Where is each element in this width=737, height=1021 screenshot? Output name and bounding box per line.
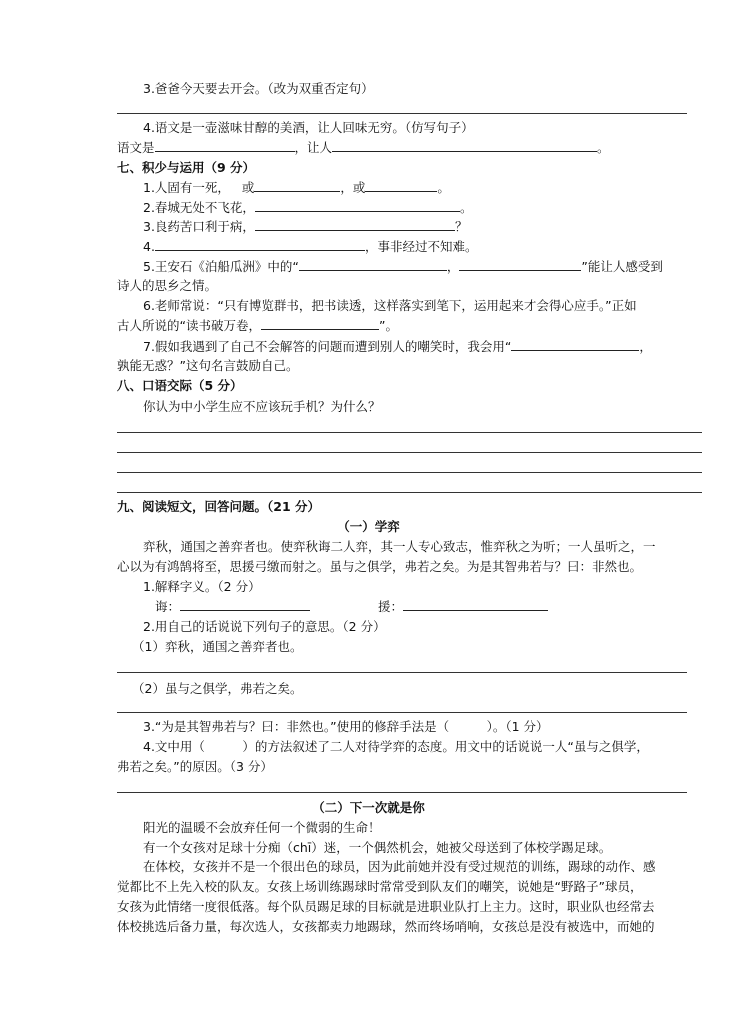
sec7-i6-blank[interactable]	[261, 317, 379, 330]
sec9-q1: 1.解释字义。（2 分）	[143, 579, 261, 594]
sec9-q2: 2.用自己的话说说下列句子的意思。（2 分）	[143, 619, 386, 634]
sec7-i7-b: ，	[639, 339, 652, 354]
sec7-i3-d: ？	[454, 219, 468, 234]
q4-fill-a: 语文是	[117, 140, 155, 155]
sec7-item-6: 6.老师常说：“只有博览群书，把书读透，这样落实到笔下，运用起来才会得心应手。”正如	[143, 298, 637, 313]
q4-blank-2[interactable]	[332, 139, 597, 152]
sec9-q1-blank-1[interactable]	[180, 598, 310, 611]
sec8-question: 你认为中小学生应不应该玩手机？为什么？	[143, 399, 381, 414]
sec7-i4-blank[interactable]	[155, 238, 365, 251]
sec7-i5-b: ，	[446, 259, 460, 274]
sec7-i6-c: ”。	[378, 318, 398, 333]
sec7-i2-a: 2.春城无处不飞花，	[143, 200, 255, 215]
q3-text: 3.爸爸今天要去开会。（改为双重否定句）	[143, 81, 374, 96]
sec9-q3: 3.“为是其智弗若与？曰：非然也。”使用的修辞手法是（ ）。（1 分）	[143, 719, 549, 734]
sec9-q2-1: （1）弈秋，通国之善弈者也。	[132, 639, 303, 654]
sec9-q2-1-answer-line[interactable]	[117, 672, 687, 673]
sec7-item-4	[143, 238, 477, 256]
passage2-line-6: 体校挑选后备力量，每次选人，女孩都卖力地踢球，然而终场哨响，女孩总是没有被选中，而她的	[117, 919, 655, 934]
sec7-title: 七、积少与运用（9 分）	[117, 160, 256, 175]
sec9-q4-line-2: 弗若之矣。”的原因。（3 分）	[117, 759, 273, 774]
sec7-item-5-cont: 诗人的思乡之情。	[117, 278, 218, 293]
sec7-i5-c: ”能让人感受到	[581, 259, 663, 274]
sec9-q1-b-label: 援：	[378, 599, 404, 614]
sec9-q1-blank-2[interactable]	[403, 598, 548, 611]
sec7-i1-c: ，或	[340, 180, 366, 195]
sec7-item-3	[143, 218, 467, 236]
sec9-q2-2: （2）虽与之俱学，弗若之矣。	[132, 681, 303, 696]
sec7-item-6-cont	[117, 317, 398, 335]
q3-answer-line[interactable]	[117, 113, 687, 114]
sec7-i7-blank[interactable]	[511, 338, 639, 351]
sec8-answer-line-2[interactable]	[117, 452, 702, 453]
passage2-line-4: 觉都比不上先入校的队友。女孩上场训练踢球时常常受到队友们的嘲笑，说她是“野路子”球员，	[117, 879, 643, 894]
passage2-line-2: 有一个女孩对足球十分痴（chī）迷，一个偶然机会，她被父母送到了体校学踢足球。	[143, 840, 612, 855]
sec9-q4-line-1: 4.文中用（ ）的方法叙述了二人对待学弈的态度。用文中的话说说一人“虽与之俱学，	[143, 739, 649, 754]
passage2-title: （二）下一次就是你	[312, 800, 425, 815]
passage1-title: （一）学弈	[337, 519, 400, 534]
sec9-q1-a-label: 诲：	[155, 599, 181, 614]
passage1-line-2: 心以为有鸿鹄将至，思援弓缴而射之。虽与之俱学，弗若之矣。为是其智弗若与？曰：非然也。	[117, 559, 643, 574]
sec7-item-1	[143, 179, 450, 197]
sec8-title: 八、口语交际（5 分）	[117, 378, 243, 393]
q4-fill-end: 。	[597, 140, 610, 155]
q4-fill-b: ，让人	[294, 140, 333, 155]
sec8-answer-line-1[interactable]	[117, 432, 702, 433]
sec7-i4-a: 4.	[143, 239, 155, 254]
sec7-i3-blank[interactable]	[255, 218, 455, 231]
q4-fill-row	[117, 139, 610, 157]
sec7-i6-b: 古人所说的“读书破万卷，	[117, 318, 261, 333]
q4-text: 4.语文是一壶滋味甘醇的美酒，让人回味无穷。（仿写句子）	[143, 120, 474, 135]
q4-blank-1[interactable]	[155, 139, 295, 152]
sec9-q4-answer-line[interactable]	[117, 792, 687, 793]
sec8-answer-line-4[interactable]	[117, 492, 702, 493]
sec9-q2-2-answer-line[interactable]	[117, 712, 687, 713]
sec7-i5-blank-2[interactable]	[459, 258, 581, 271]
passage1-line-1: 弈秋，通国之善弈者也。使弈秋诲二人弈，其一人专心致志，惟弈秋之为听；一人虽听之，一	[143, 539, 656, 554]
sec7-i4-d: ，事非经过不知难。	[364, 239, 478, 254]
sec7-i1-blank-2[interactable]	[365, 179, 437, 192]
sec7-i1-blank-1[interactable]	[254, 179, 340, 192]
passage2-line-1: 阳光的温暖不会放弃任何一个微弱的生命！	[143, 820, 381, 835]
passage2-line-3: 在体校，女孩并不是一个很出色的球员，因为此前她并没有受过规范的训练，踢球的动作、感	[143, 859, 656, 874]
sec7-item-7	[143, 338, 652, 356]
sec7-i5-a: 5.王安石《泊船瓜洲》中的“	[143, 259, 299, 274]
sec9-title: 九、阅读短文，回答问题。（21 分）	[117, 499, 320, 514]
sec9-q1-fill	[155, 598, 548, 616]
sec7-i3-a: 3.良药苦口利于病，	[143, 219, 255, 234]
sec7-i5-blank-1[interactable]	[299, 258, 447, 271]
sec8-answer-line-3[interactable]	[117, 472, 702, 473]
sec7-i1-b: 或	[241, 180, 255, 195]
sec7-i1-a: 1.人固有一死，	[143, 180, 230, 195]
sec7-item-7-cont: 孰能无惑？”这句名言鼓励自己。	[117, 358, 299, 373]
sec7-i7-a: 7.假如我遇到了自己不会解答的问题而遭到别人的嘲笑时，我会用“	[143, 339, 512, 354]
sec7-i2-blank[interactable]	[255, 199, 460, 212]
sec7-item-5	[143, 258, 663, 276]
passage2-line-5: 女孩为此情绪一度很低落。每个队员踢足球的目标就是进职业队打上主力。这时，职业队也经常去	[117, 899, 655, 914]
sec7-i1-d: 。	[437, 180, 450, 195]
sec7-item-2	[143, 199, 472, 217]
sec7-i2-d: 。	[459, 200, 473, 215]
